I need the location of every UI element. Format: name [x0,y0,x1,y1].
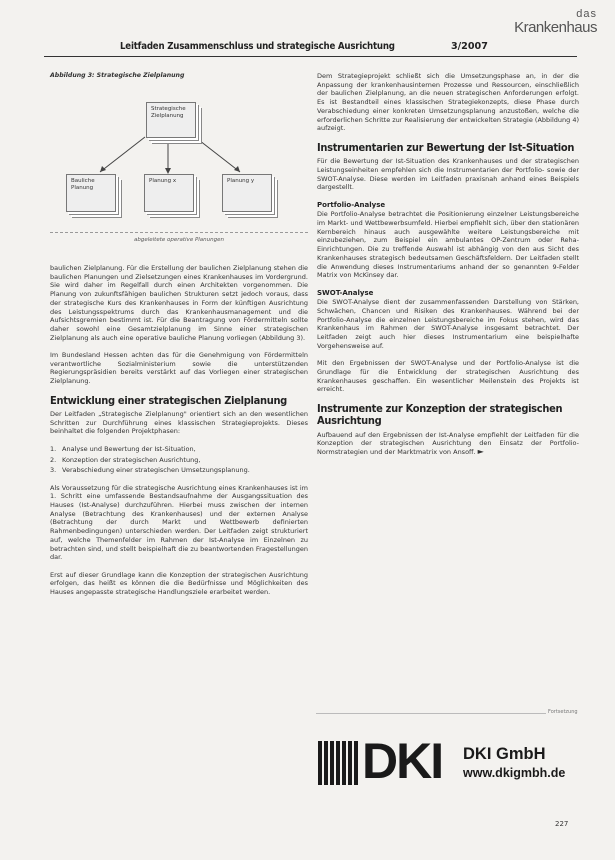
dki-advertisement [318,733,580,789]
header-rule [44,56,577,57]
box-planning-y: Planung y [222,174,272,212]
heading-instruments-assessment: Instrumentarien zur Bewertung der Ist-Situation [317,140,575,154]
right-paragraph-3: Die Portfolio-Analyse betrachtet die Positionierung einzelner Leistungsbereiche im Markt- und Wettbewerbsumfeld. Hierbei empfiehlt sich, über den stationären Kernbereich hinaus auch ausgewählte weitere Leistungsbereiche mit einzubeziehen, zum Beispiel ein ambulantes OP-Zentrum oder Reha-Einrichtungen. Die zu treffende Auswahl ist abhängig von den aus Sicht des Krankenhauses strategisch bedeutsamen Geschäftsfeldern. Der Leitfaden stellt die Anwendung dieses Instrumentariums anhand der so genannten 9-Felder Matrix von McKinsey dar. [317,210,579,280]
dki-company-name: DKI GmbH [463,745,546,763]
column-separator-rule [316,713,578,714]
list-item-text: Analyse und Bewertung der Ist-Situation, [62,444,196,453]
arrowhead-left [100,166,106,172]
left-column [50,264,308,605]
left-paragraph-4: Als Voraussetzung für die strategische Ausrichtung eines Krankenhauses ist im 1. Schritt eine umfassende Bestandsaufnahme der Ausgangssituation des Hauses (Ist-Analyse) durchzuführen. Hierbei muss zwischen der internen Analyse (Betrachtung des Krankenhauses) und der externen Analyse (Betrachtung der durch Markt und Wettbewerb definierten Rahmenbedingungen) unterschieden werden. Der Leitfaden zeigt strukturiert auf, welche Themenfelder im Rahmen der Ist-Analyse im Einzelnen zu betrachten sind, und stellt beispielhaft die zu beantwortenden Fragestellungen dar. [50,483,308,562]
right-column [317,72,579,457]
arrow-right [195,137,240,172]
heading-strategic-goal-planning: Entwicklung einer strategischen Zielplanung [50,393,287,407]
logo-line-2: Krankenhaus [514,19,597,36]
dki-logo-text: DKI [362,733,443,789]
running-header-title: Leitfaden Zusammenschluss und strategische Ausrichtung [120,41,395,52]
list-item [50,445,308,454]
figure-strategic-planning [50,82,308,247]
heading-instruments-conception: Instrumente zur Konzeption der strategischen Ausrichtung [317,401,563,428]
arrowhead-right [234,166,240,172]
right-paragraph-6 [317,431,579,457]
project-phases-list [50,445,308,475]
left-paragraph-2: Im Bundesland Hessen achten das für die Genehmigung von Fördermitteln verantwortliche Sozialministerium sowie die unterstützenden Regierungspräsidien bereits verstärkt auf das Vorliegen einer strategischen Zielplanung. [50,351,308,386]
dki-bars-icon [318,741,358,785]
logo-line-1: das [576,8,597,20]
continue-arrow-icon: ► [477,447,484,457]
figure-caption: abgeleitete operative Planungen [134,237,224,243]
box-strategic-goal-planning: Strategische Zielplanung [146,102,196,138]
box-planning-x: Planung x [144,174,194,212]
list-item-number: 1. [50,444,57,453]
separator-label: Fortsetzung [548,709,578,715]
issue-number: 3/2007 [451,41,488,52]
left-paragraph-3: Der Leitfaden „Strategische Zielplanung" orientiert sich an den wesentlichen Schritten zur Durchführung eines klassischen Strategieprojekts. Dieses beinhaltet die folgenden Projektphasen: [50,410,308,436]
left-paragraph-5: Erst auf dieser Grundlage kann die Konzeption der strategischen Ausrichtung erfolgen, das heißt es können die die Bedürfnisse und Möglichkeiten des Hauses angepasste strategische Handlungsziele erarbeitet werden. [50,570,308,597]
subheading-portfolio-analysis: Portfolio-Analyse [317,200,386,209]
right-paragraph-4: Die SWOT-Analyse dient der zusammenfassenden Darstellung von Stärken, Schwächen, Chancen und Risiken des Krankenhauses. Während bei der Portfolio-Analyse die einzelnen Leistungsbereiche im Fokus stehen, wird das Krankenhaus im Rahmen der SWOT-Analyse insgesamt betrachtet. Der Leitfaden zeigt auch hier dieses Instrumentarium eine beispielhafte Vorgehensweise auf. [317,298,579,350]
arrow-left [100,137,145,172]
figure-title: Abbildung 3: Strategische Zielplanung [50,72,185,79]
right-paragraph-1: Dem Strategieprojekt schließt sich die Umsetzungsphase an, in der die Anpassung der krankenhausinternen Prozesse und Ressourcen, einschließlich der baulichen Zielplanung, an die neuen strategischen Anforderungen erfolgt. Es ist Bestandteil eines klassischen Strategiekonzepts, diese Phase durch Verabschiedung einer konkreten Umsetzungsplanung anzustoßen, welche die erforderlichen Schritte zur Realisierung der entwickelten Strategie (Abbildung 4) aufzeigt. [317,72,579,133]
left-paragraph-1: baulichen Zielplanung. Für die Erstellung der baulichen Zielplanung stehen die baulichen Planungen und Zielsetzungen eines Krankenhauses im Vordergrund. Sie wird daher im Regelfall durch einen Architekten vorgenommen. Die Planung von zukunftsfähigen baulichen Strukturen setzt jedoch voraus, dass der strategische Kurs des Krankenhauses in Form der künftigen Ausrichtung des Leistungsspektrums durch das Krankenhausmanagement und die Aufsichtsgremien bestimmt ist. Für die Beantragung von Fördermitteln sollte daher sowohl eine Gesamtzielplanung im Sinne einer strategischen Zielplanung als auch eine operative bauliche Planung vorliegen (Abbildung 3). [50,264,308,342]
box-building-planning: Bauliche Planung [66,174,116,212]
list-item-number: 2. [50,455,57,464]
list-item-number: 3. [50,466,57,475]
right-paragraph-6-text: Aufbauend auf den Ergebnissen der Ist-Analyse empfiehlt der Leitfaden für die Konzeption der strategischen Ausrichtung den Einsatz der Portfolio-Normstrategien und der Marktmatrix von Ansoff. [317,430,579,457]
list-item-text: Verabschiedung einer strategischen Umsetzungsplanung. [62,466,250,475]
page-number: 227 [555,820,569,828]
list-item [50,456,308,465]
right-paragraph-2: Für die Bewertung der Ist-Situation des Krankenhauses und der strategischen Leistungseinheiten empfehlen sich die Instrumentarien der Portfolio- sowie der SWOT-Analyse. Diese werden im Leitfaden praxisnah anhand eines Beispiels dargestellt. [317,157,579,192]
subheading-swot-analysis: SWOT-Analyse [317,288,374,297]
list-item [50,466,308,475]
list-item-text: Konzeption der strategischen Ausrichtung, [62,455,201,464]
right-paragraph-5: Mit den Ergebnissen der SWOT-Analyse und der Portfolio-Analyse ist die Grundlage für die Entwicklung der strategischen Ausrichtung des Krankenhauses geschaffen. Ein wesentlicher Meilenstein des Projekts ist erreicht. [317,359,579,394]
journal-logo [505,8,597,34]
dki-url: www.dkigmbh.de [463,766,566,780]
